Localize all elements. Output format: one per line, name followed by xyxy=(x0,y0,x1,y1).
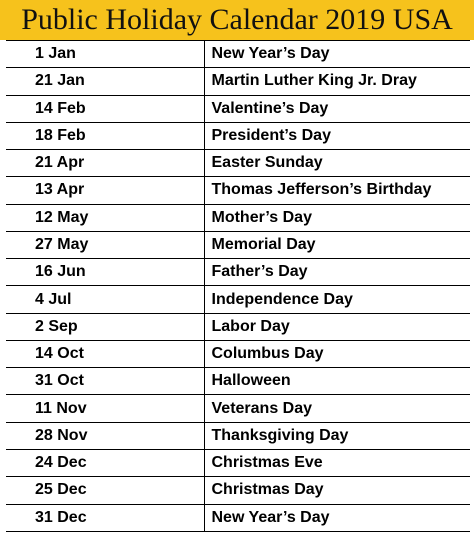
table-row xyxy=(6,368,470,395)
holiday-date: 13 Apr xyxy=(6,177,204,204)
holiday-name: Christmas Eve xyxy=(204,449,470,476)
table-row xyxy=(6,150,470,177)
table-row xyxy=(6,313,470,340)
holiday-name: New Year’s Day xyxy=(204,41,470,68)
holiday-name: Valentine’s Day xyxy=(204,95,470,122)
holiday-name: Martin Luther King Jr. Dray xyxy=(204,68,470,95)
table-row xyxy=(6,204,470,231)
holiday-date: 16 Jun xyxy=(6,259,204,286)
holiday-name: Halloween xyxy=(204,368,470,395)
table-row xyxy=(6,95,470,122)
table-row xyxy=(6,422,470,449)
table-row xyxy=(6,340,470,367)
table-row xyxy=(6,477,470,504)
table-row xyxy=(6,68,470,95)
holiday-name: Veterans Day xyxy=(204,395,470,422)
table-row xyxy=(6,177,470,204)
holiday-date: 21 Apr xyxy=(6,150,204,177)
holiday-name: Labor Day xyxy=(204,313,470,340)
holiday-date: 31 Dec xyxy=(6,504,204,531)
holiday-date: 14 Oct xyxy=(6,340,204,367)
holiday-date: 27 May xyxy=(6,231,204,258)
holiday-date: 12 May xyxy=(6,204,204,231)
holiday-name: Mother’s Day xyxy=(204,204,470,231)
holiday-name: Memorial Day xyxy=(204,231,470,258)
holiday-name: Thanksgiving Day xyxy=(204,422,470,449)
holiday-name: Columbus Day xyxy=(204,340,470,367)
holiday-date: 14 Feb xyxy=(6,95,204,122)
page-title: Public Holiday Calendar 2019 USA xyxy=(21,3,453,36)
holiday-table xyxy=(6,40,470,532)
holiday-name: Easter Sunday xyxy=(204,150,470,177)
holiday-name: Thomas Jefferson’s Birthday xyxy=(204,177,470,204)
holiday-name: President’s Day xyxy=(204,122,470,149)
holiday-date: 2 Sep xyxy=(6,313,204,340)
holiday-date: 4 Jul xyxy=(6,286,204,313)
holiday-date: 31 Oct xyxy=(6,368,204,395)
table-row xyxy=(6,231,470,258)
holiday-date: 11 Nov xyxy=(6,395,204,422)
table-row xyxy=(6,41,470,68)
table-row xyxy=(6,122,470,149)
table-row xyxy=(6,286,470,313)
holiday-name: Father’s Day xyxy=(204,259,470,286)
title-banner xyxy=(0,0,474,40)
table-row xyxy=(6,504,470,531)
table-row xyxy=(6,395,470,422)
holiday-name: Independence Day xyxy=(204,286,470,313)
holiday-date: 1 Jan xyxy=(6,41,204,68)
holiday-date: 21 Jan xyxy=(6,68,204,95)
holiday-date: 24 Dec xyxy=(6,449,204,476)
holiday-date: 25 Dec xyxy=(6,477,204,504)
holiday-name: New Year’s Day xyxy=(204,504,470,531)
holiday-date: 28 Nov xyxy=(6,422,204,449)
table-row xyxy=(6,259,470,286)
holiday-name: Christmas Day xyxy=(204,477,470,504)
table-row xyxy=(6,449,470,476)
holiday-date: 18 Feb xyxy=(6,122,204,149)
